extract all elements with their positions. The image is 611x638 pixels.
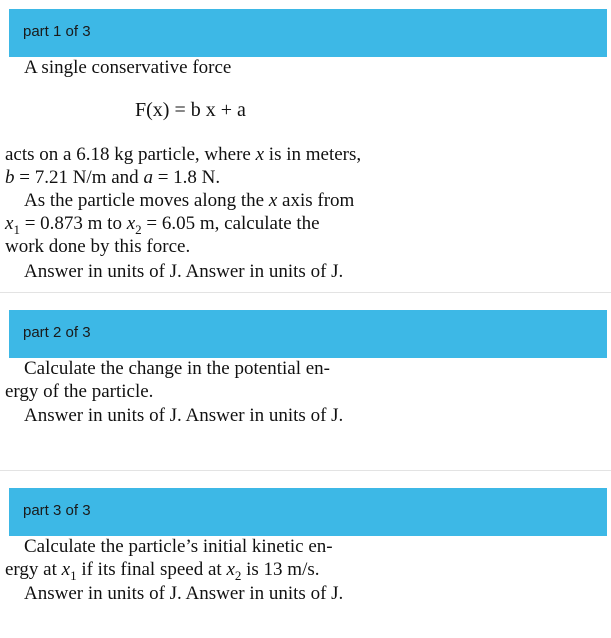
part-2-header [9,310,607,358]
part-3-line-2: ergy at $x_1$ if its final speed at $x_2$ is 13 m/s. [5,559,320,583]
part-1-line-2: acts on a 6.18 kg particle, where x is in meters, [5,144,362,165]
part-3-title: part 3 of 3 [23,502,91,519]
part-3-answer-units: Answer in units of J. Answer in units of J. [24,583,344,604]
part-1-line-4: As the particle moves along the x axis from [24,190,355,211]
part-1-answer-units: Answer in units of J. Answer in units of J. [24,261,344,282]
part-3-line-1: Calculate the particle’s initial kinetic en- [24,536,333,557]
part-3-header [9,488,607,536]
part-1-title: part 1 of 3 [23,23,91,40]
part-1-header [9,9,607,57]
part-2-answer-units: Answer in units of J. Answer in units of J. [24,405,344,426]
force-equation: F(x) = b x + a [135,99,246,121]
part-1-line-6: work done by this force. [5,236,191,257]
part-2-line-1: Calculate the change in the potential en- [24,358,330,379]
part-2-line-2: ergy of the particle. [5,381,154,402]
separator [0,292,611,293]
part-1-line-5: $x_1 = 0.873$ m to $x_2 = 6.05$ m, calculate the [5,213,320,237]
separator [0,470,611,471]
part-1-line-1: A single conservative force [24,57,232,78]
part-1-line-3: b = 7.21 N/m and a = 1.8 N. [5,167,221,188]
part-2-title: part 2 of 3 [23,324,91,341]
